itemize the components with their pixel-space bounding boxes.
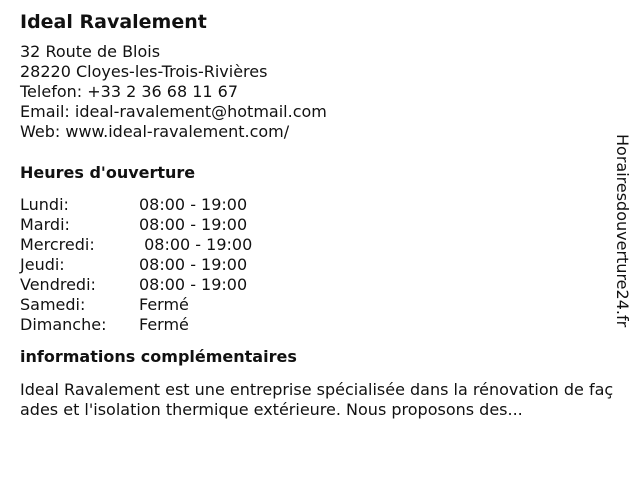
hours-row-monday (20, 195, 620, 215)
hours-value: 08:00 - 19:00 (139, 255, 248, 274)
hours-row-tuesday (20, 215, 620, 235)
email-line: Email: ideal-ravalement@hotmail.com (20, 102, 327, 121)
hours-day: Vendredi: (20, 275, 96, 294)
hours-row-friday (20, 275, 620, 295)
hours-value: 08:00 - 19:00 (139, 235, 253, 254)
hours-day: Mercredi: (20, 235, 95, 254)
hours-table (20, 195, 620, 335)
hours-value: 08:00 - 19:00 (139, 195, 248, 214)
hours-day: Mardi: (20, 215, 70, 234)
hours-day: Samedi: (20, 295, 86, 314)
hours-day: Lundi: (20, 195, 69, 214)
address-line-city: 28220 Cloyes-les-Trois-Rivières (20, 62, 268, 81)
hours-row-sunday (20, 315, 620, 335)
hours-row-wednesday (20, 235, 620, 255)
hours-day: Jeudi: (20, 255, 65, 274)
info-heading: informations complémentaires (20, 347, 297, 366)
hours-value: 08:00 - 19:00 (139, 215, 248, 234)
business-card (20, 10, 620, 420)
phone-line: Telefon: +33 2 36 68 11 67 (20, 82, 239, 101)
site-watermark: Horairesdouverture24.fr (613, 134, 632, 328)
business-name: Ideal Ravalement (20, 11, 207, 33)
hours-row-saturday (20, 295, 620, 315)
hours-value: Fermé (139, 315, 189, 334)
hours-row-thursday (20, 255, 620, 275)
hours-day: Dimanche: (20, 315, 107, 334)
hours-value: Fermé (139, 295, 189, 314)
web-line: Web: www.ideal-ravalement.com/ (20, 122, 290, 141)
hours-value: 08:00 - 19:00 (139, 275, 248, 294)
address-line-street: 32 Route de Blois (20, 42, 161, 61)
info-description: Ideal Ravalement est une entreprise spécialisée dans la rénovation de façades et l'isolation thermique extérieure. Nous proposons des... (20, 380, 614, 419)
hours-heading: Heures d'ouverture (20, 163, 196, 182)
